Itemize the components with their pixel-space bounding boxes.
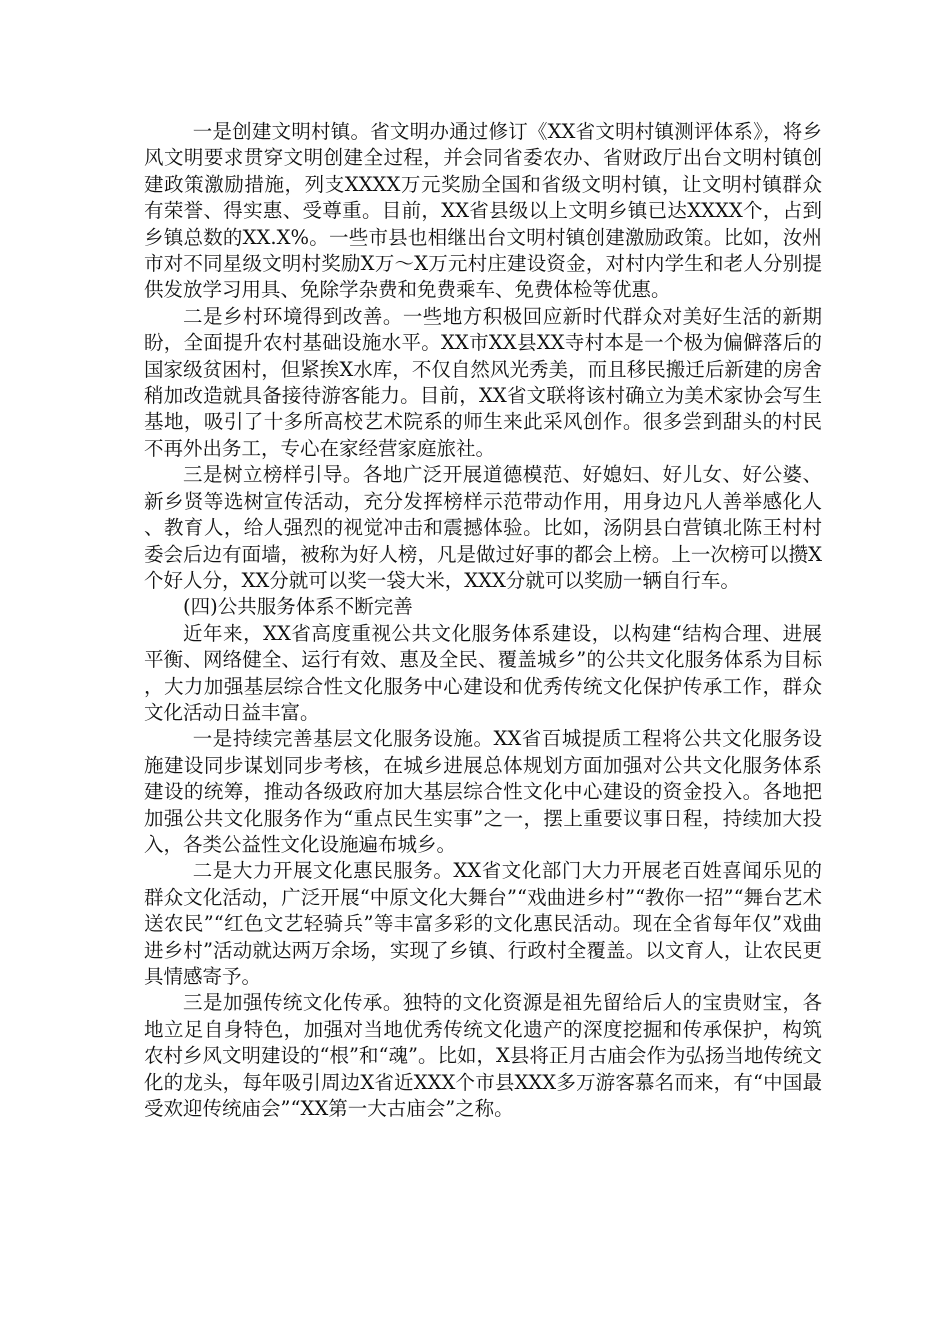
paragraph-role-models: 三是树立榜样引导。各地广泛开展道德模范、好媳妇、好儿女、好公婆、新乡贤等选树宣传活动，充分发挥榜样示范带动作用，用身边凡人善举感化人、教育人，给人强烈的视觉冲击和震撼体验。比如，汤阴县白营镇北陈王村村委会后边有面墙，被称为好人榜，凡是做过好事的都会上榜。上一次榜可以攒X个好人分，XX分就可以奖一袋大米，XXX分就可以奖励一辆自行车。: [144, 463, 822, 592]
paragraph-public-culture-system: 近年来，XX省高度重视公共文化服务体系建设，以构建“结构合理、进展平衡、网络健全、运行有效、惠及全民、覆盖城乡”的公共文化服务体系为目标，大力加强基层综合性文化服务中心建设和优秀传统文化保护传承工作，群众文化活动日益丰富。: [144, 621, 822, 724]
paragraph-rural-environment: 二是乡村环境得到改善。一些地方积极回应新时代群众对美好生活的新期盼，全面提升农村基础设施水平。XX市XX县XX寺村本是一个极为偏僻落后的国家级贫困村，但紧挨X水库，不仅自然风光秀美，而且移民搬迁后新建的房舍稍加改造就具备接待游客能力。目前，XX省文联将该村确立为美术家协会写生基地，吸引了十多所高校艺术院系的师生来此采风创作。很多尝到甜头的村民不再外出务工，专心在家经营家庭旅社。: [144, 304, 822, 460]
paragraph-grassroots-facilities: 一是持续完善基层文化服务设施。XX省百城提质工程将公共文化服务设施建设同步谋划同步考核，在城乡进展总体规划方面加强对公共文化服务体系建设的统筹，推动各级政府加大基层综合性文化中心建设的资金投入。各地把加强公共文化服务作为“重点民生实事”之一，摆上重要议事日程，持续加大投入，各类公益性文化设施遍布城乡。: [144, 727, 822, 856]
paragraph-traditional-culture: 三是加强传统文化传承。独特的文化资源是祖先留给后人的宝贵财宝，各地立足自身特色，加强对当地优秀传统文化遗产的深度挖掘和传承保护，构筑农村乡风文明建设的“根”和“魂”。比如，X县将正月古庙会作为弘扬当地传统文化的龙头，每年吸引周边X省近XXX个市县XXX多万游客慕名而来，有“中国最受欢迎传统庙会”“XX第一大古庙会”之称。: [144, 991, 822, 1121]
document-page: [144, 119, 822, 1122]
section-heading-public-services: (四)公共服务体系不断完善: [183, 595, 413, 619]
paragraph-civilized-villages: 一是创建文明村镇。省文明办通过修订《XX省文明村镇测评体系》，将乡风文明要求贯穿文明创建全过程，并会同省委农办、省财政厅出台文明村镇创建政策激励措施，列支XXXX万元奖励全国和省级文明村镇，让文明村镇群众有荣誉、得实惠、受尊重。目前，XX省县级以上文明乡镇已达XXXX个，占到乡镇总数的XX.X%。一些市县也相继出台文明村镇创建激励政策。比如，汝州市对不同星级文明村奖励X万～X万元村庄建设资金，对村内学生和老人分别提供发放学习用具、免除学杂费和免费乘车、免费体检等优惠。: [144, 120, 822, 302]
paragraph-cultural-services: 二是大力开展文化惠民服务。XX省文化部门大力开展老百姓喜闻乐见的群众文化活动，广泛开展“中原文化大舞台”“戏曲进乡村”“教你一招”“舞台艺术送农民”“红色文艺轻骑兵”等丰富多彩的文化惠民活动。现在全省每年仅”戏曲进乡村”活动就达两万余场，实现了乡镇、行政村全覆盖。以文育人，让农民更具情感寄予。: [144, 859, 822, 988]
